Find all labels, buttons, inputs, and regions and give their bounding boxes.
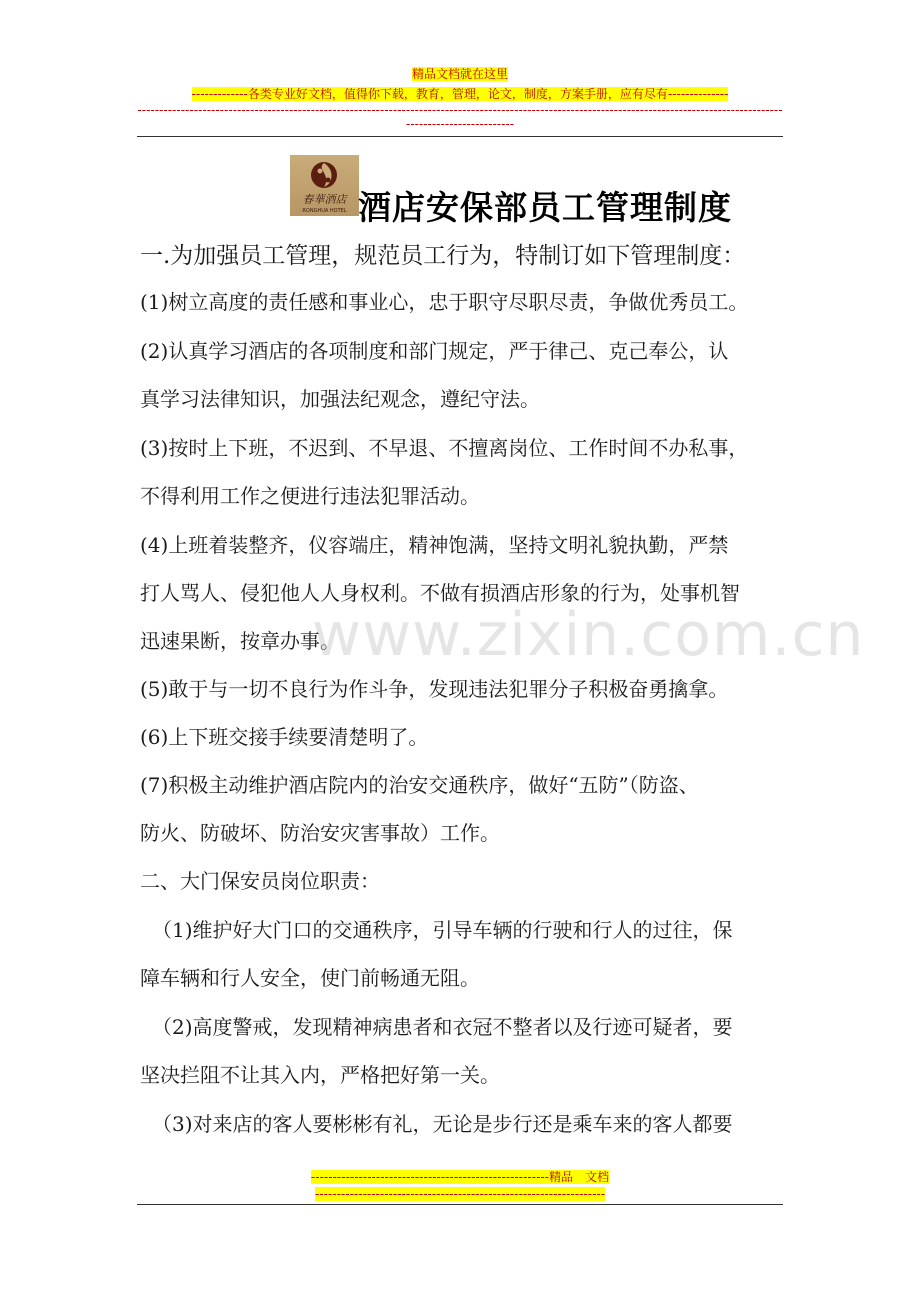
paragraph-line: (5)敢于与一切不良行为作斗争，发现违法犯罪分子积极奋勇擒拿。 — [140, 677, 729, 701]
header-rule — [137, 136, 783, 137]
header-dash-line: ------------------------------------------------------------------------------------------------------------------------------------------------------------------------------ — [137, 103, 783, 131]
paragraph-line: 迅速果断，按章办事。 — [140, 629, 340, 653]
logo-cn-text: 春華酒店 — [302, 193, 347, 206]
paragraph-line: (3)按时上下班，不迟到、不早退、不擅离岗位、工作时间不办私事， — [140, 436, 749, 460]
paragraph-line: 打人骂人、侵犯他人人身权利。不做有损酒店形象的行为，处事机智 — [140, 581, 740, 605]
paragraph-line: 防火、防破坏、防治安灾害事故）工作。 — [140, 821, 500, 845]
header-subtitle-text: -------------各类专业好文档，值得你下载，教育，管理，论文，制度，方案手册，应有尽有-------------- — [191, 87, 729, 101]
header-banner-title — [0, 65, 920, 82]
paragraph-line: （3)对来店的客人要彬彬有礼，无论是步行还是乘车来的客人都要 — [152, 1112, 733, 1136]
header-title-text: 精品文档就在这里 — [411, 67, 508, 81]
paragraph-line: 坚决拦阻不让其入内，严格把好第一关。 — [140, 1063, 500, 1087]
paragraph-line: (4)上班着装整齐，仪容端庄，精神饱满，坚持文明礼貌执勤，严禁 — [140, 533, 729, 557]
header-banner-subtitle — [0, 85, 920, 102]
paragraph-line: (6)上下班交接手续要清楚明了。 — [140, 725, 429, 749]
paragraph-line: (2)认真学习酒店的各项制度和部门规定，严于律己、克己奉公，认 — [140, 339, 729, 363]
paragraph-line: （1)维护好大门口的交通秩序，引导车辆的行驶和行人的过往，保 — [152, 918, 733, 942]
hotel-logo-mark — [290, 155, 359, 216]
hotel-logo — [290, 155, 359, 216]
watermark: www.zixin.com.cn — [312, 600, 865, 670]
paragraph-line: (1)树立高度的责任感和事业心，忠于职守尽职尽责，争做优秀员工。 — [140, 290, 749, 314]
paragraph-line: (7)积极主动维护酒店院内的治安交通秩序，做好“五防”（防盗、 — [140, 773, 699, 797]
paragraph-line: （2)高度警戒，发现精神病患者和衣冠不整者以及行迹可疑者，要 — [152, 1015, 733, 1039]
footer-banner-2 — [0, 1187, 920, 1201]
footer-rule — [137, 1204, 783, 1205]
logo-en-text: RONGHUA HOTEL — [302, 208, 347, 214]
footer-line1: -------------------------------------------------------精品 文档 — [310, 1170, 610, 1184]
footer-banner — [0, 1168, 920, 1185]
section2-heading: 二、大门保安员岗位职责： — [140, 869, 380, 893]
paragraph-line: 障车辆和行人安全，使门前畅通无阻。 — [140, 966, 480, 990]
section1-heading: 一.为加强员工管理，规范员工行为，特制订如下管理制度： — [140, 243, 746, 269]
paragraph-line: 真学习法律知识，加强法纪观念，遵纪守法。 — [140, 387, 540, 411]
document-title: 酒店安保部员工管理制度 — [358, 188, 732, 227]
paragraph-line: 不得利用工作之便进行违法犯罪活动。 — [140, 484, 480, 508]
footer-line2: ------------------------------------------------------------------- — [314, 1187, 606, 1201]
